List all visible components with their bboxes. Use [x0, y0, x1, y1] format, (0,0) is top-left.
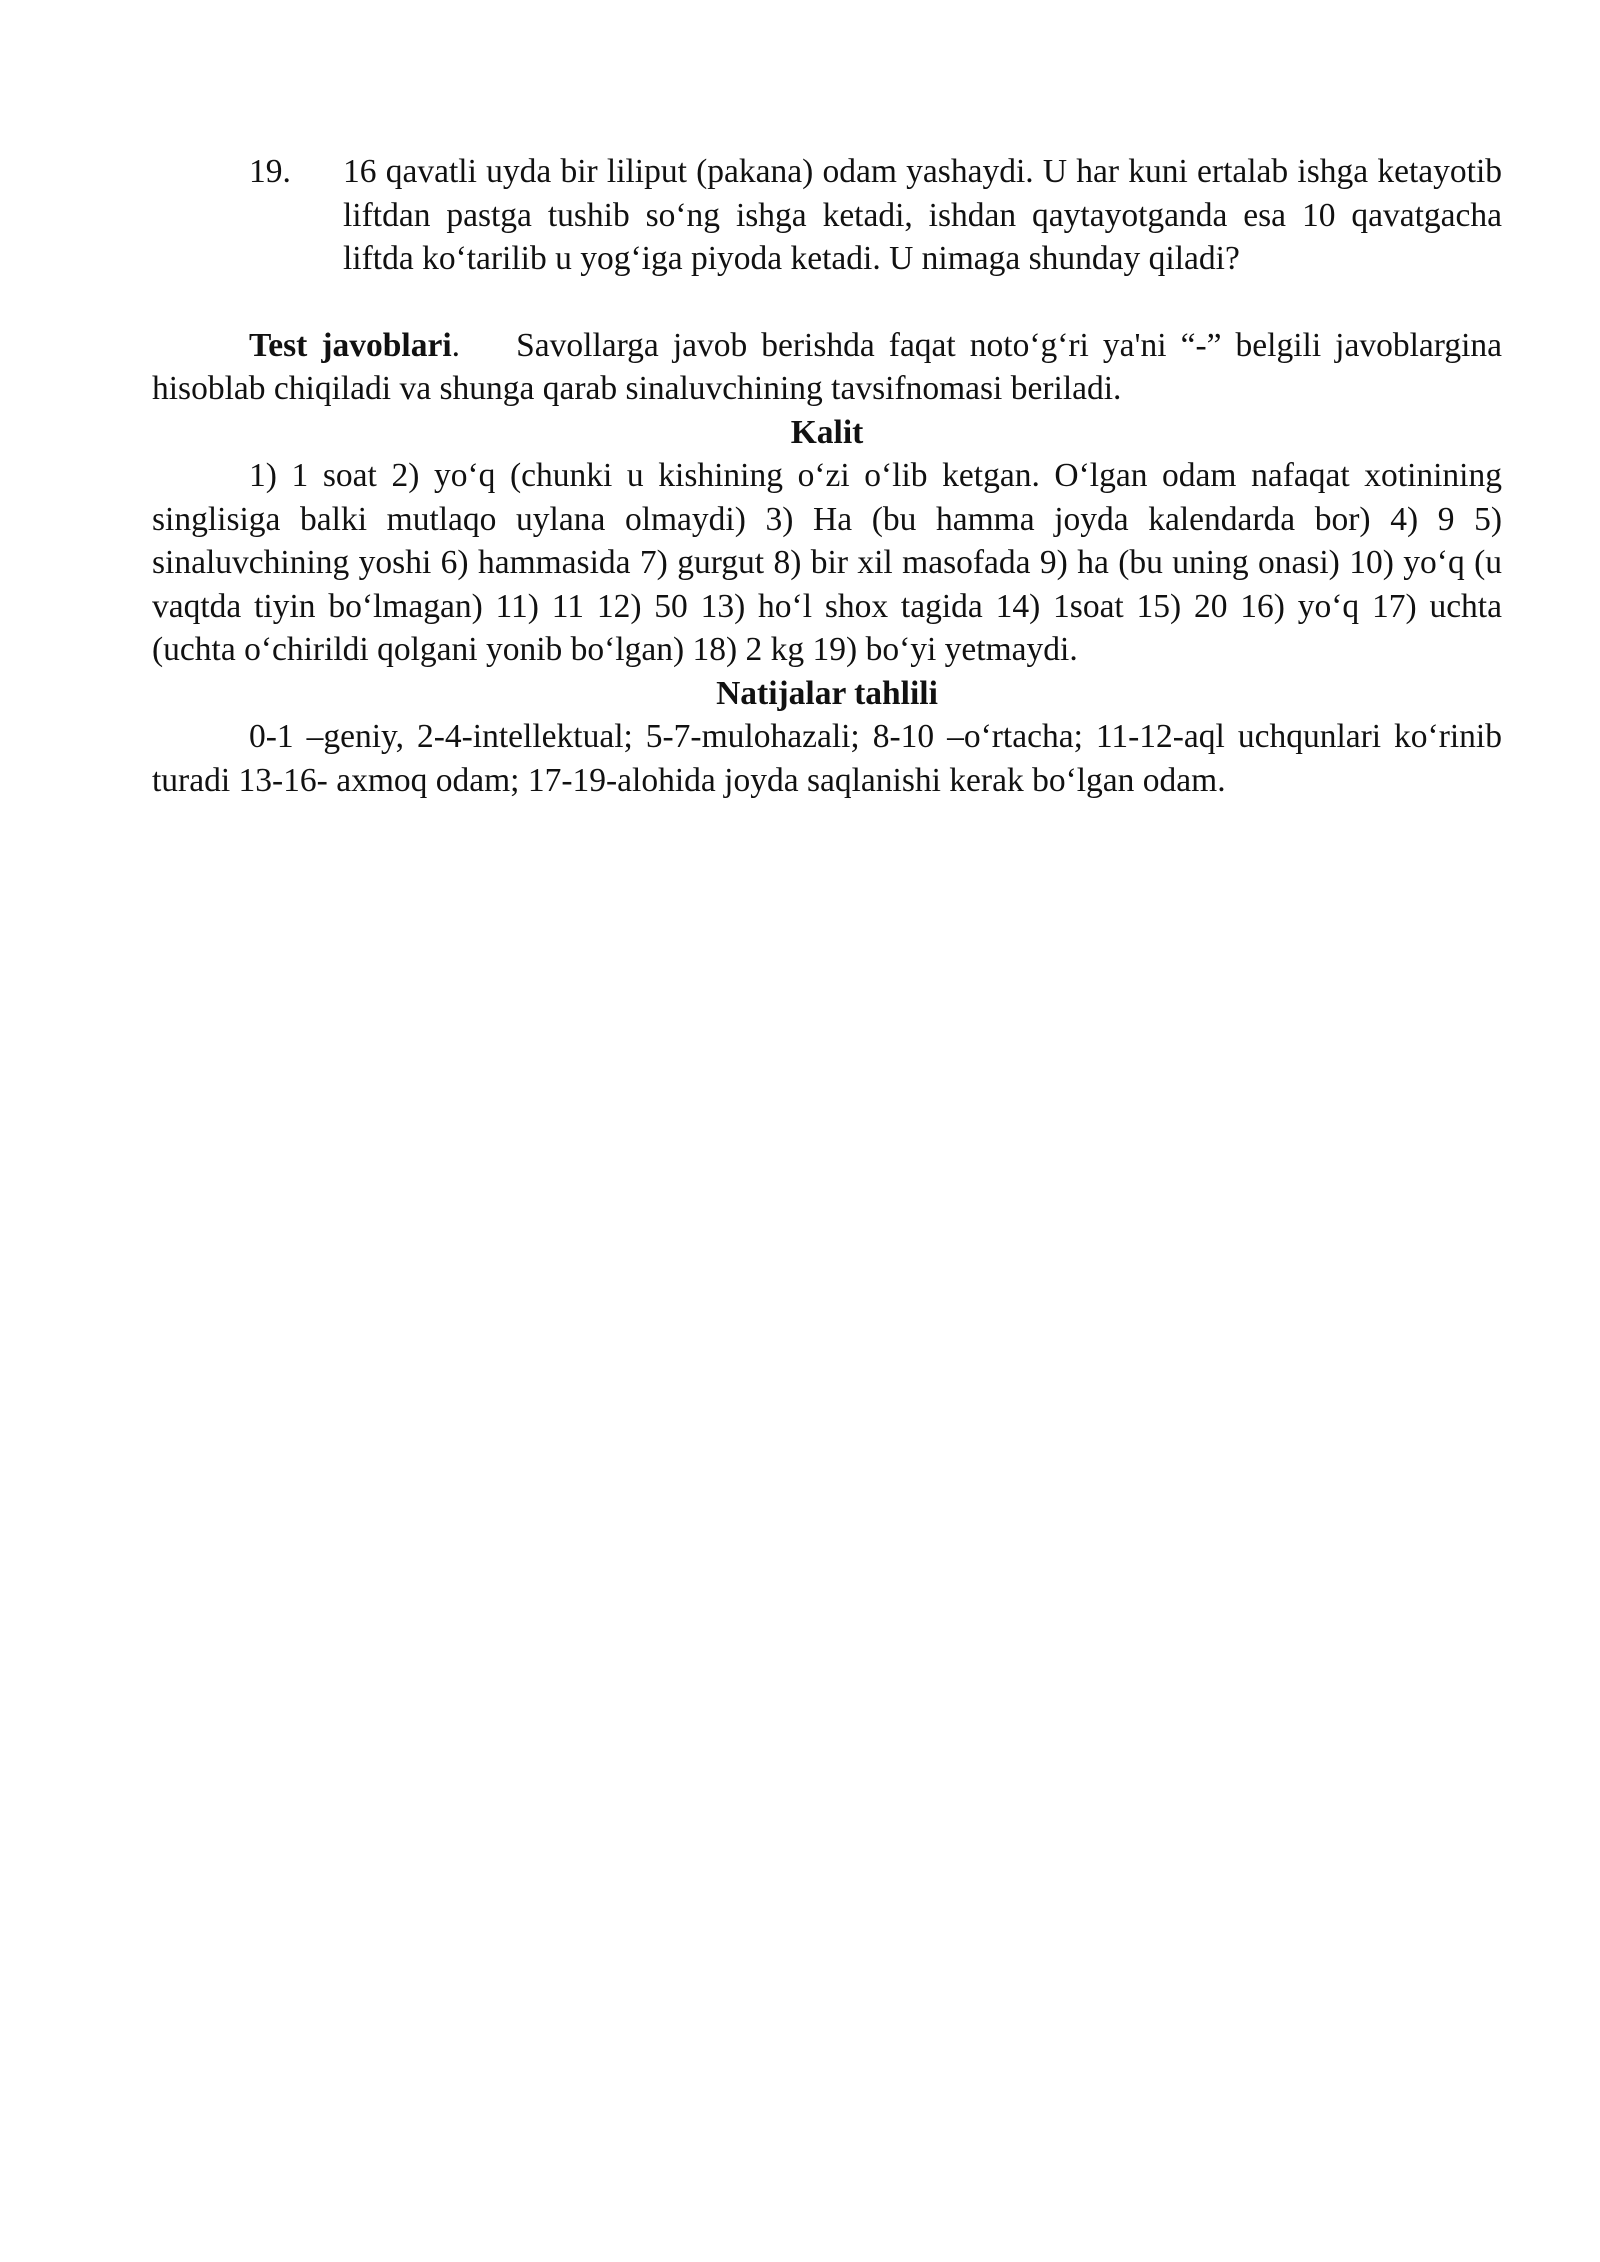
- question-number: 19.: [249, 153, 291, 190]
- test-answers-label-suffix: .: [451, 326, 461, 364]
- key-answers-paragraph: 1) 1 soat 2) yo‘q (chunki u kishining o‘zi o‘lib ketgan. O‘lgan odam nafaqat xotinining singlisiga balki mutlaqo uylana olmaydi) 3) Ha (bu hamma joyda kalendarda bor) 4) 9 5) sinaluvchining yoshi 6) hammasida 7) gurgut 8) bir xil masofada 9) ha (bu uning onasi) 10) yo‘q (u vaqtda tiyin bo‘lmagan) 11) 11 12) 50 13) ho‘l shox tagida 14) 1soat 15) 20 16) yo‘q 17) uchta (uchta o‘chirildi qolgani yonib bo‘lgan) 18) 2 kg 19) bo‘yi yetmaydi.: [152, 457, 1502, 668]
- test-answers-label: Test javoblari: [249, 326, 452, 364]
- document-page: [152, 150, 1511, 802]
- key-heading: Kalit: [790, 413, 864, 451]
- results-heading: Natijalar tahlili: [716, 674, 938, 712]
- question-19: [249, 150, 1502, 281]
- test-answers-text: Savollarga javob berishda faqat noto‘g‘ri ya'ni “-” belgili javoblargina hisoblab chiqiladi va shunga qarab sinaluvchining tavsifnomasi beriladi.: [152, 326, 1511, 407]
- question-text: 16 qavatli uyda bir liliput (pakana) odam yashaydi. U har kuni ertalab ishga ketayotib liftdan pastga tushib so‘ng ishga ketadi, ishdan qaytayotganda esa 10 qavatgacha liftda ko‘tarilib u yog‘iga piyoda ketadi. U nimaga shunday qiladi?: [343, 153, 1502, 277]
- results-paragraph: 0-1 –geniy, 2-4-intellektual; 5-7-mulohazali; 8-10 –o‘rtacha; 11-12-aql uchqunlari ko‘rinib turadi 13-16- axmoq odam; 17-19-alohida joyda saqlanishi kerak bo‘lgan odam.: [152, 718, 1502, 799]
- test-answers-paragraph: [152, 324, 1511, 411]
